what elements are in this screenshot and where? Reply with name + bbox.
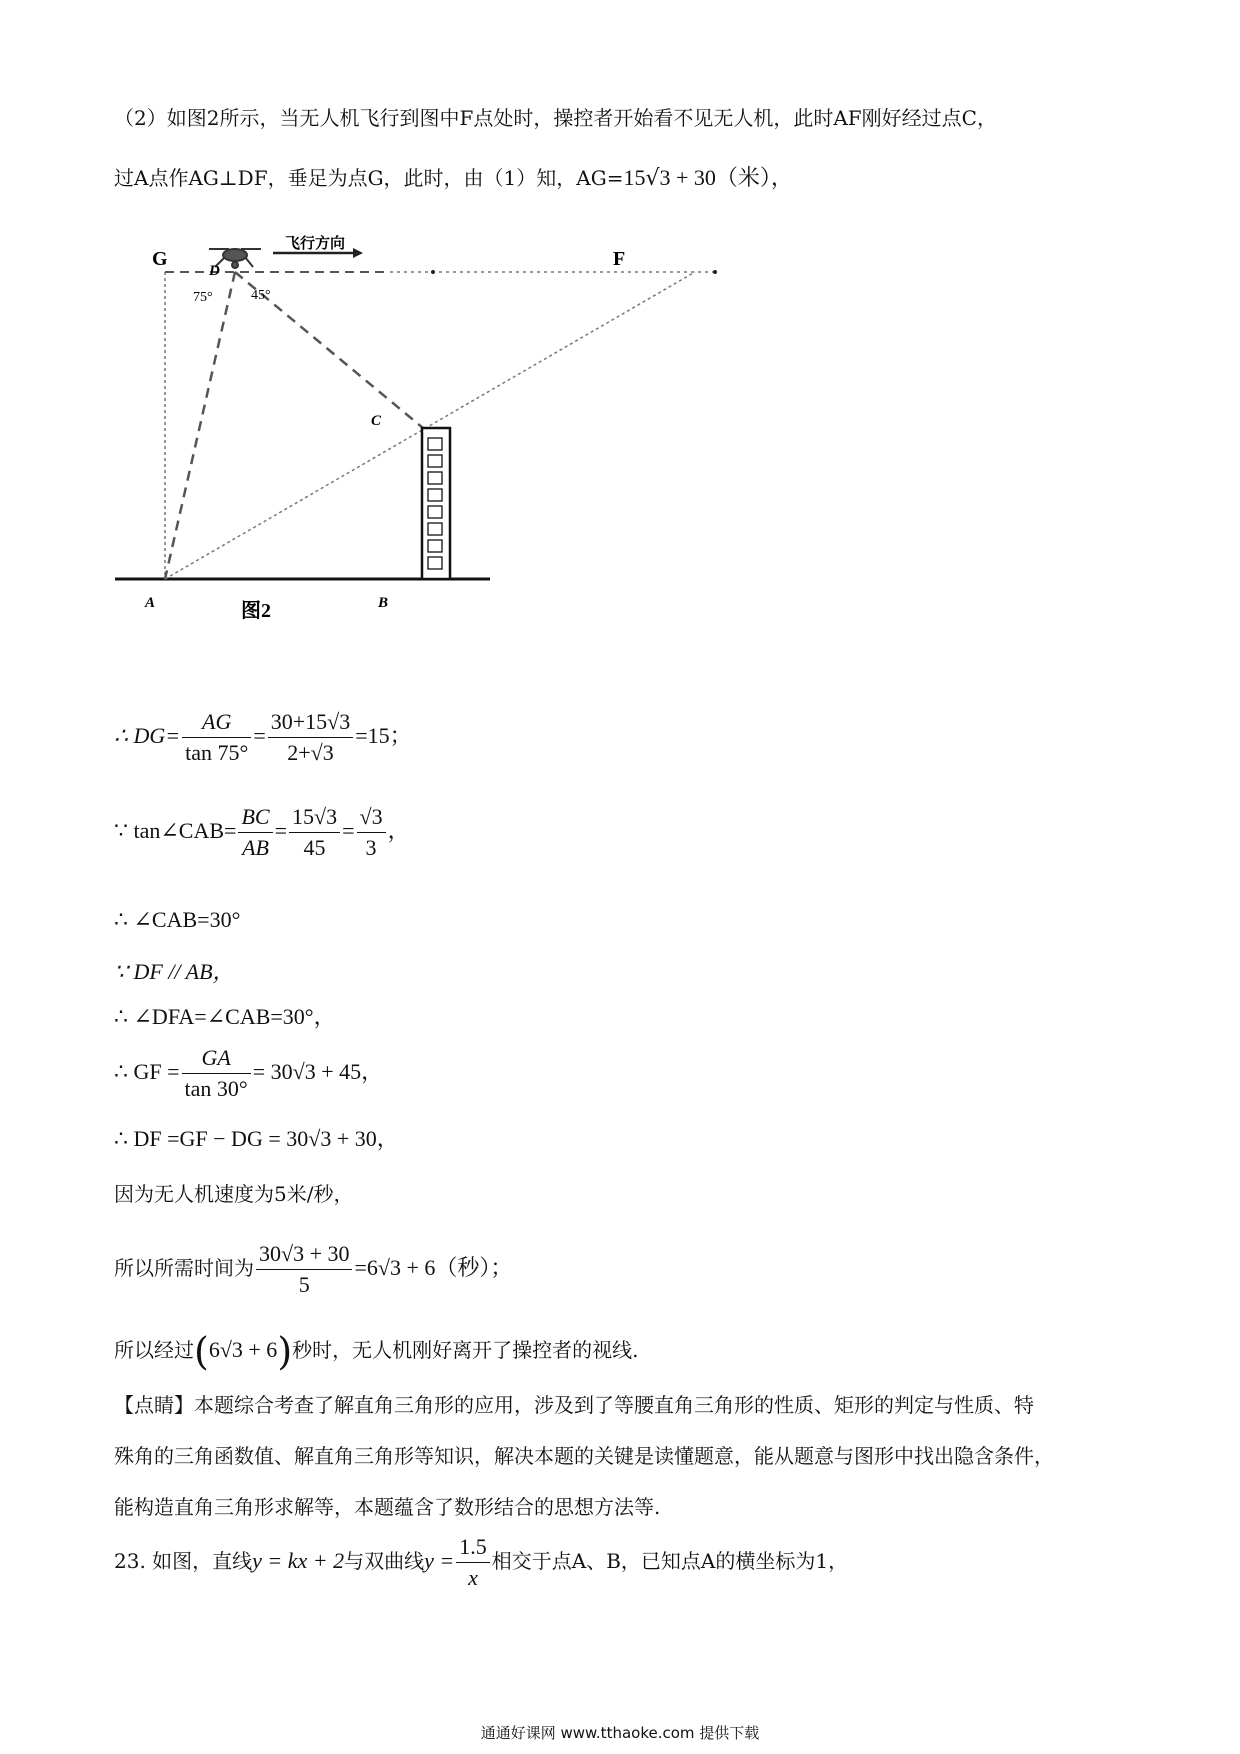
eq-dg-num1: AG	[182, 707, 251, 738]
ag-value: 15√3 + 30（米），	[623, 165, 793, 191]
conclusion-expr: 6√3 + 6	[208, 1337, 278, 1362]
label-d: D	[209, 263, 220, 279]
figure-caption: 图2	[241, 600, 271, 622]
eq-tan-den1: AB	[242, 835, 269, 860]
eq-tan-num3: √3	[357, 802, 386, 833]
eq-dg: ∴ DG= $\frac{AG}{\tan 75^\circ}$ = $\frac{30+15√3}{2+√3}$ =15；	[114, 700, 412, 772]
eq-dfa: ∴ ∠DFA=∠CAB=30°，	[114, 1004, 336, 1029]
q23-pre: 23. 如图，直线	[114, 1549, 253, 1573]
intro-line-1: （2）如图2所示，当无人机飞行到图中F点处时，操控者开始看不见无人机，此时AF刚好经过点C，	[114, 106, 997, 130]
time-line	[114, 1232, 512, 1304]
label-c: C	[371, 413, 382, 429]
eq-gf-lhs: ∴ GF =	[114, 1059, 180, 1084]
eq-tan-den2: 45	[303, 835, 326, 860]
q23-mid: 与双曲线	[344, 1549, 425, 1573]
angle-45: 45°	[251, 288, 271, 303]
intro-line-2	[114, 164, 793, 193]
eq-gf-result: = 30√3 + 45，	[252, 1059, 384, 1084]
time-pre: 所以所需时间为	[114, 1256, 254, 1280]
eq-dg-den1: tan 75°	[185, 740, 249, 765]
comment-line-2: 殊角的三角函数值、解直角三角形等知识，解决本题的关键是读懂题意，能从题意与图形中找出隐含条件，	[114, 1444, 1054, 1468]
eq-tan-cab: ∵ tan∠CAB= $\frac{BC}{AB}$ = $\frac{15√3}{45}$ = $\frac{√3}{3}$ ，	[114, 795, 410, 867]
eq-gf-num: GA	[182, 1043, 251, 1074]
time-den: 5	[298, 1272, 310, 1297]
eq-tan-tail: ，	[387, 818, 410, 843]
eq-dg-result: =15；	[355, 723, 412, 748]
figure-2	[105, 235, 745, 625]
label-f: F	[613, 248, 626, 270]
angle-75: 75°	[193, 290, 213, 305]
conclusion-line: 所以经过(6√3 + 6)秒时，无人机刚好离开了操控者的视线.	[114, 1329, 639, 1374]
q23-den: x	[468, 1565, 478, 1590]
eq-gf-den: tan 30°	[184, 1076, 248, 1101]
label-g: G	[152, 248, 168, 270]
eq-df-value: ∴ DF =GF − DG = 30√3 + 30，	[114, 1126, 399, 1151]
speed-line: 因为无人机速度为5米/秒，	[114, 1182, 354, 1206]
intro-line-2-text: 过A点作AG⊥DF，垂足为点G，此时，由（1）知，AG=	[114, 166, 624, 190]
label-a: A	[145, 595, 156, 611]
line-da	[165, 272, 235, 579]
eq-gf	[114, 1036, 383, 1108]
q23-line-eq: y = kx + 2	[252, 1548, 345, 1573]
q23-num: 1.5	[456, 1532, 490, 1563]
comment-line-3: 能构造直角三角形求解等，本题蕴含了数形结合的思想方法等.	[114, 1495, 661, 1519]
eq-dg-lhs: ∴ DG=	[114, 723, 181, 748]
eq-tan-num1: BC	[238, 802, 272, 833]
eq-tan-num2: 15√3	[289, 802, 340, 833]
q23-post: 相交于点A、B，已知点A的横坐标为1，	[491, 1549, 849, 1573]
eq-dg-num2: 30+15√3	[268, 707, 353, 738]
eq-tan-den3: 3	[365, 835, 377, 860]
page-footer: 通通好课网 www.tthaoke.com 提供下载	[480, 1724, 760, 1742]
comment-line-1: 【点睛】本题综合考查了解直角三角形的应用，涉及到了等腰直角三角形的性质、矩形的判定与性质、特	[114, 1393, 1034, 1417]
conclusion-post: 秒时，无人机刚好离开了操控者的视线.	[292, 1338, 639, 1362]
direction-label: 飞行方向	[285, 236, 346, 252]
label-b: B	[378, 595, 389, 611]
eq-dg-den2: 2+√3	[287, 740, 334, 765]
eq-df-parallel: ∵ DF // AB，	[114, 959, 235, 984]
time-num: 30√3 + 30	[256, 1239, 352, 1270]
eq-cab-30: ∴ ∠CAB=30°	[114, 907, 241, 932]
conclusion-pre: 所以经过	[114, 1338, 194, 1362]
time-result: =6√3 + 6（秒）；	[354, 1255, 513, 1280]
eq-tan-lhs: ∵ tan∠CAB=	[114, 818, 237, 843]
question-23	[114, 1525, 848, 1597]
q23-hyp-lhs: y =	[424, 1548, 455, 1573]
